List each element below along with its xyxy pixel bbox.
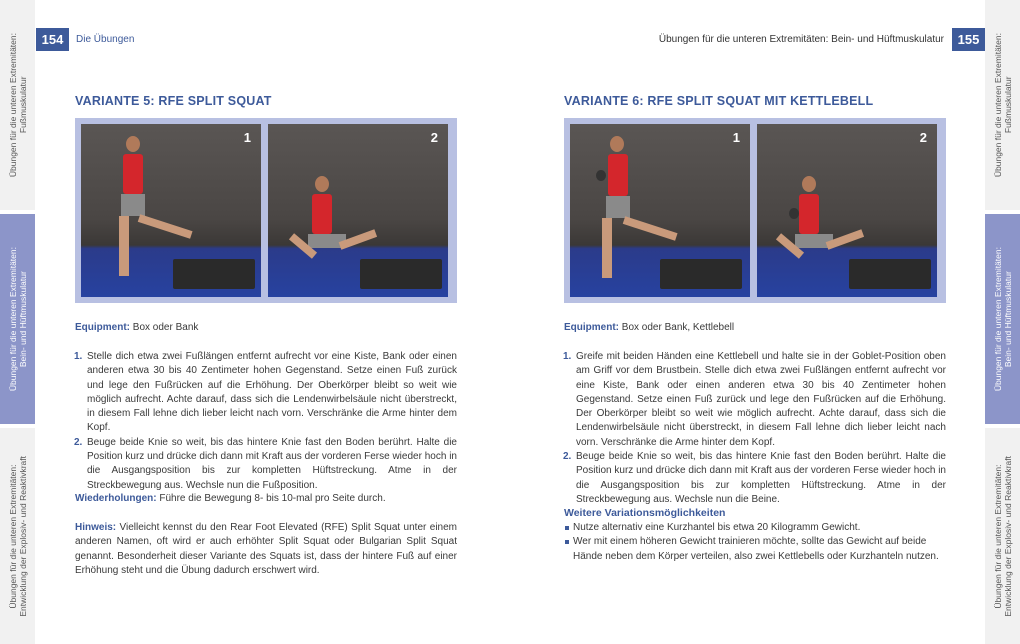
step-number: 1.	[563, 351, 572, 362]
step-number: 2.	[74, 436, 83, 448]
exercise-title: VARIANTE 6: RFE SPLIT SQUAT MIT KETTLEBELL	[564, 94, 874, 108]
list-item	[75, 350, 457, 436]
equipment-line	[564, 321, 946, 335]
list-item	[564, 450, 946, 507]
sidebar-tab-label: Übungen für die unteren Extremitäten: Bein- und Hüftmuskulatur	[992, 246, 1013, 392]
step-list	[75, 350, 457, 493]
step-text: Beuge beide Knie so weit, bis das hintere Knie fast den Boden berührt. Halte die Position kurz und drücke dich dann mit Kraft aus der vorderen Ferse wieder hoch in die Ausgangsposition bis zur kompletten Hüftstreckung. Atme in der Streckbewegung aus. Wechsle nun die Fußposition.	[87, 436, 457, 491]
running-head: Übungen für die unteren Extremitäten: Bein- und Hüftmuskulatur	[658, 34, 944, 45]
photo-number: 1	[732, 130, 740, 145]
running-head: Die Übungen	[76, 34, 135, 45]
sidebar-tab-label: Übungen für die unteren Extremitäten: Entwicklung der Explosiv- und Reaktivkraft	[992, 455, 1013, 617]
sidebar-tab-leg-hip[interactable]	[0, 214, 35, 424]
hint-text: Vielleicht kennst du den Rear Foot Elevated (RFE) Split Squat unter einem anderen Namen, oft wird er auch erhöhter Split Squat oder Bulgarian Split Squat genannt. Besonderheit dieser Variante des Squats ist, dass der hintere Fuß auf einer Erhöhung steht und die Übung dadurch erschwert wird.	[75, 522, 457, 576]
equipment-label: Equipment:	[75, 322, 130, 333]
repetitions-line	[75, 492, 457, 506]
variations-list	[564, 521, 946, 564]
exercise-photos	[75, 118, 457, 303]
hint-label: Hinweis:	[75, 522, 117, 533]
sidebar-tab-label: Übungen für die unteren Extremitäten: Entwicklung der Explosiv- und Reaktivkraft	[7, 455, 28, 617]
list-item	[564, 350, 946, 450]
exercise-photo-2	[268, 124, 448, 297]
sidebar-tab-label: Übungen für die unteren Extremitäten: Fußmuskulatur	[7, 32, 28, 178]
repetitions-label: Wiederholungen:	[75, 493, 157, 504]
list-item	[75, 436, 457, 493]
step-text: Beuge beide Knie so weit, bis das hintere Knie fast den Boden berührt. Halte die Position kurz und drücke dich dann mit Kraft aus der vorderen Ferse wieder hoch in die Ausgangsposition bis zur kompletten Hüftstreckung. Atme in der Streckbewegung aus. Wechsle nun die Beine.	[576, 451, 946, 505]
step-number: 1.	[74, 351, 83, 362]
step-text: Greife mit beiden Händen eine Kettlebell und halte sie in der Goblet-Position oben am Griff vor dem Brustbein. Stelle dich etwa zwei Fußlängen entfernt aufrecht vor eine Kiste, Bank oder einen anderen etwa 30 bis 40 Zentimeter hohen Gegenstand. Setze einen Fuß zurück und lege den Fußrücken auf die Erhöhung. Der Oberkörper bleibt so weit wie möglich aufrecht. Achte darauf, dass sich die Lendenwirbelsäule nicht überstreckt, in diesem Fall lehne dich lieber leicht nach vorn. Verschränke die Arme hinter dem Kopf.	[576, 351, 946, 448]
exercise-title: VARIANTE 5: RFE SPLIT SQUAT	[75, 94, 272, 108]
list-item: Nutze alternativ eine Kurzhantel bis etwa 20 Kilogramm Gewicht.	[564, 521, 946, 535]
equipment-text: Box oder Bank, Kettlebell	[619, 322, 735, 333]
exercise-photos	[564, 118, 946, 303]
sidebar-tab-explosive[interactable]	[985, 428, 1020, 644]
sidebar-tab-label: Übungen für die unteren Extremitäten: Bein- und Hüftmuskulatur	[7, 246, 28, 392]
repetitions-text: Führe die Bewegung 8- bis 10-mal pro Seite durch.	[156, 493, 386, 504]
list-item: Wer mit einem höheren Gewicht trainieren möchte, sollte das Gewicht auf beide Hände neben dem Körper verteilen, also zwei Kettlebells oder Kurzhanteln nutzen.	[564, 535, 946, 564]
page-number: 154	[36, 28, 69, 51]
step-list	[564, 350, 946, 507]
page-number: 155	[952, 28, 985, 51]
equipment-label: Equipment:	[564, 322, 619, 333]
equipment-line	[75, 321, 457, 335]
step-text: Stelle dich etwa zwei Fußlängen entfernt aufrecht vor eine Kiste, Bank oder einen anderen etwa 30 bis 40 Zentimeter hohen Gegenstand. Setze einen Fuß zurück und lege den Fußrücken auf die Erhöhung. Der Oberkörper bleibt so weit wie möglich aufrecht. Achte darauf, dass sich die Lendenwirbelsäule nicht überstreckt, in diesem Fall lehne dich lieber leicht nach vorn. Verschränke die Arme hinter dem Kopf.	[87, 351, 457, 434]
sidebar-tab-explosive[interactable]	[0, 428, 35, 644]
photo-number: 1	[243, 130, 251, 145]
exercise-photo-2	[757, 124, 937, 297]
photo-number: 2	[919, 130, 927, 145]
hint-paragraph	[75, 521, 457, 578]
exercise-photo-1	[81, 124, 261, 297]
sidebar-tab-foot[interactable]	[985, 0, 1020, 210]
step-number: 2.	[563, 451, 572, 463]
equipment-text: Box oder Bank	[130, 322, 199, 333]
exercise-photo-1	[570, 124, 750, 297]
sidebar-tab-leg-hip[interactable]	[985, 214, 1020, 424]
photo-number: 2	[430, 130, 438, 145]
variations-heading: Weitere Variationsmöglichkeiten	[564, 507, 726, 519]
sidebar-tab-foot[interactable]	[0, 0, 35, 210]
sidebar-tab-label: Übungen für die unteren Extremitäten: Fußmuskulatur	[992, 32, 1013, 178]
